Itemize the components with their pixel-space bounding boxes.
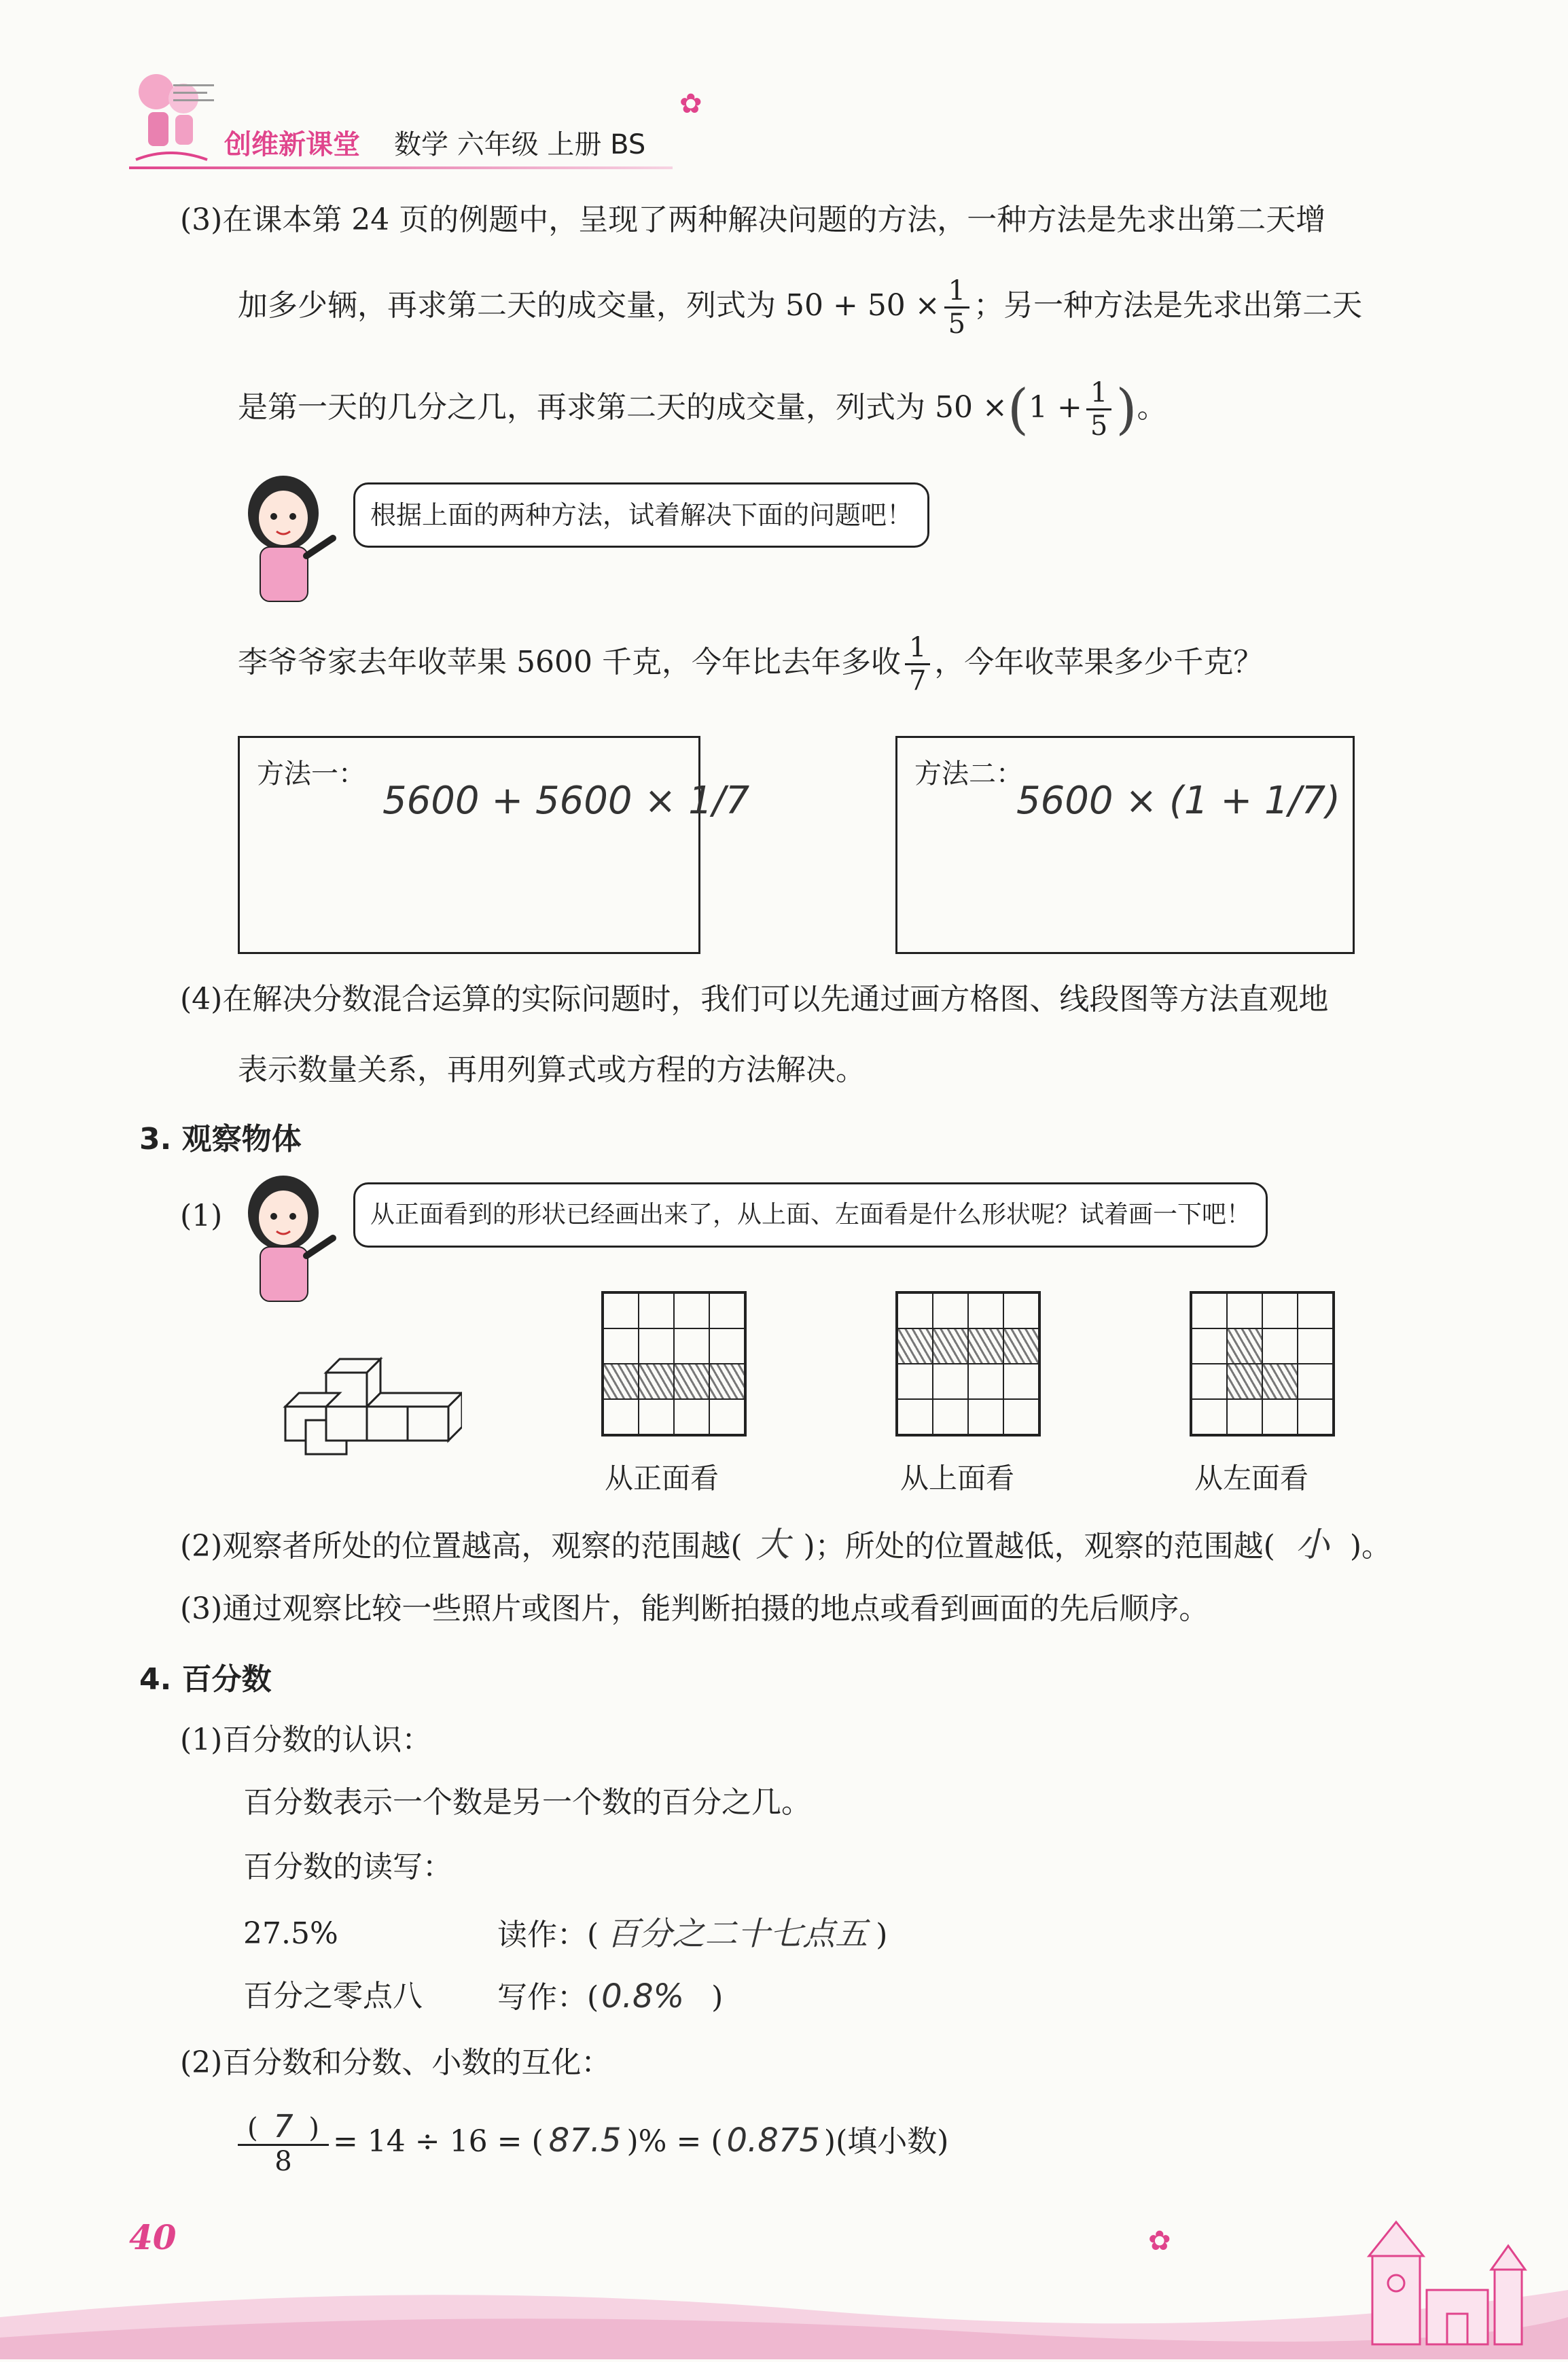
s3-p2-a: (2)观察者所处的位置越高，观察的范围越(	[180, 1529, 743, 1564]
s3-answer-smaller[interactable]: 小	[1295, 1525, 1330, 1564]
s2-p3-line3-a: 是第一天的几分之几，再求第二天的成交量，列式为 50 ×	[238, 390, 1008, 425]
brand-title: 创维新课堂	[224, 129, 360, 160]
method-two-box[interactable]	[895, 736, 1355, 954]
method-two-answer[interactable]: 5600 × (1 + 1/7)	[1016, 779, 1341, 823]
method-two-label: 方法二：	[914, 758, 1023, 790]
s4-p1: (1)百分数的认识：	[180, 1723, 432, 1757]
girl-avatar	[234, 476, 343, 605]
fraction-one-seventh	[905, 632, 930, 697]
caption-top: 从上面看	[900, 1462, 1015, 1495]
conversion-fraction	[238, 2107, 329, 2177]
method-one-label: 方法一：	[257, 758, 366, 790]
s3-answer-larger[interactable]: 大	[755, 1525, 790, 1564]
header-lines	[173, 80, 221, 107]
girl-avatar-2	[234, 1176, 343, 1305]
front-view-grid[interactable]	[601, 1291, 747, 1436]
header-underline	[129, 166, 673, 169]
conversion-decimal-answer[interactable]: 0.875	[726, 2121, 820, 2160]
s4-example-2-text: 百分之零点八	[243, 1979, 423, 2013]
speech-bubble-2: 从正面看到的形状已经画出来了，从上面、左面看是什么形状呢？试着画一下吧！	[353, 1182, 1268, 1248]
s2-p3-line2	[238, 268, 1362, 343]
fraction-numerator: 1	[1086, 377, 1111, 410]
s2-p3-line2-b: ；另一种方法是先求出第二天	[974, 288, 1363, 323]
method-one-box[interactable]	[238, 736, 750, 954]
book-subtitle: 数学 六年级 上册 BS	[394, 129, 646, 160]
fraction-denominator: 7	[908, 665, 927, 697]
problem-b: ，今年收苹果多少千克？	[934, 645, 1264, 680]
s2-p3-line3-b: 1 +	[1029, 390, 1082, 425]
s4-conversion	[238, 2100, 948, 2183]
s2-p4-line2: 表示数量关系，再用列算式或方程的方法解决。	[238, 1053, 866, 1087]
s3-p2-c: )。	[1349, 1529, 1392, 1564]
fraction-denominator: 5	[948, 309, 966, 340]
fraction-numerator: 1	[905, 632, 930, 665]
s4-read-answer[interactable]: 百分之二十七点五	[607, 1915, 868, 1953]
caption-left: 从左面看	[1194, 1462, 1309, 1495]
s2-p4-line1: (4)在解决分数混合运算的实际问题时，我们可以先通过画方格图、线段图等方法直观地	[180, 982, 1329, 1017]
s4-read-write: 百分数的读写：	[243, 1850, 452, 1884]
conversion-percent-answer[interactable]: 87.5	[548, 2121, 622, 2160]
s3-p2-b: )；所处的位置越低，观察的范围越(	[803, 1529, 1275, 1564]
fraction-denominator: 5	[1090, 410, 1108, 442]
conversion-mid: = 14 ÷ 16 = (	[332, 2124, 544, 2159]
section-3-title: 3. 观察物体	[139, 1122, 302, 1157]
s2-p3-line2-a: 加多少辆，再求第二天的成交量，列式为 50 + 50 ×	[238, 288, 940, 323]
caption-front: 从正面看	[605, 1462, 719, 1495]
conversion-tail: )(填小数)	[823, 2124, 949, 2159]
s4-definition: 百分数表示一个数是另一个数的百分之几。	[243, 1785, 811, 1820]
s4-write-close: )	[711, 1980, 724, 2015]
left-view-grid[interactable]	[1190, 1291, 1335, 1436]
footer-flower-icon: ✿	[1148, 2225, 1171, 2257]
speech-bubble-1: 根据上面的两种方法，试着解决下面的问题吧！	[353, 482, 929, 548]
s2-p3-line3-c: 。	[1137, 390, 1167, 425]
fraction-one-fifth-2	[1086, 377, 1111, 442]
s4-p2: (2)百分数和分数、小数的互化：	[180, 2045, 611, 2080]
problem-a: 李爷爷家去年收苹果 5600 千克，今年比去年多收	[238, 645, 901, 680]
s4-example-2	[497, 1977, 723, 2017]
s4-read-close: )	[876, 1918, 888, 1952]
s2-p3-line1: (3)在课本第 24 页的例题中，呈现了两种解决问题的方法，一种方法是先求出第二天增	[180, 202, 1326, 237]
conversion-denominator: 8	[274, 2145, 292, 2177]
method-one-answer[interactable]: 5600 + 5600 × 1/7	[382, 779, 750, 823]
page-number: 40	[129, 2217, 177, 2257]
left-paren: (	[1007, 377, 1029, 441]
top-view-grid[interactable]	[895, 1291, 1041, 1436]
s3-p1-label: (1)	[180, 1199, 223, 1233]
cube-stack-figure	[279, 1352, 462, 1461]
section-4-title: 4. 百分数	[139, 1662, 272, 1697]
s4-write-label: 写作：(	[497, 1980, 599, 2015]
s4-read-label: 读作：(	[497, 1918, 599, 1952]
right-paren: )	[1116, 377, 1137, 441]
s4-example-1	[497, 1915, 887, 1954]
flower-icon: ✿	[679, 88, 702, 120]
fraction-numerator: 1	[944, 275, 969, 309]
s2-p3-line3	[238, 370, 1167, 447]
s4-example-1-number: 27.5%	[243, 1916, 338, 1951]
problem-text	[238, 625, 1263, 700]
conversion-numerator-answer[interactable]: 7	[273, 2107, 293, 2145]
castle-icon	[1332, 2208, 1549, 2351]
conversion-numerator: ( 7 )	[238, 2111, 329, 2146]
s4-write-answer[interactable]: 0.8%	[601, 1977, 685, 2015]
s3-p3: (3)通过观察比较一些照片或图片，能判断拍摄的地点或看到画面的先后顺序。	[180, 1591, 1209, 1626]
s3-p2	[180, 1526, 1391, 1566]
conversion-percent: )% = (	[626, 2124, 723, 2159]
fraction-one-fifth	[944, 275, 969, 340]
